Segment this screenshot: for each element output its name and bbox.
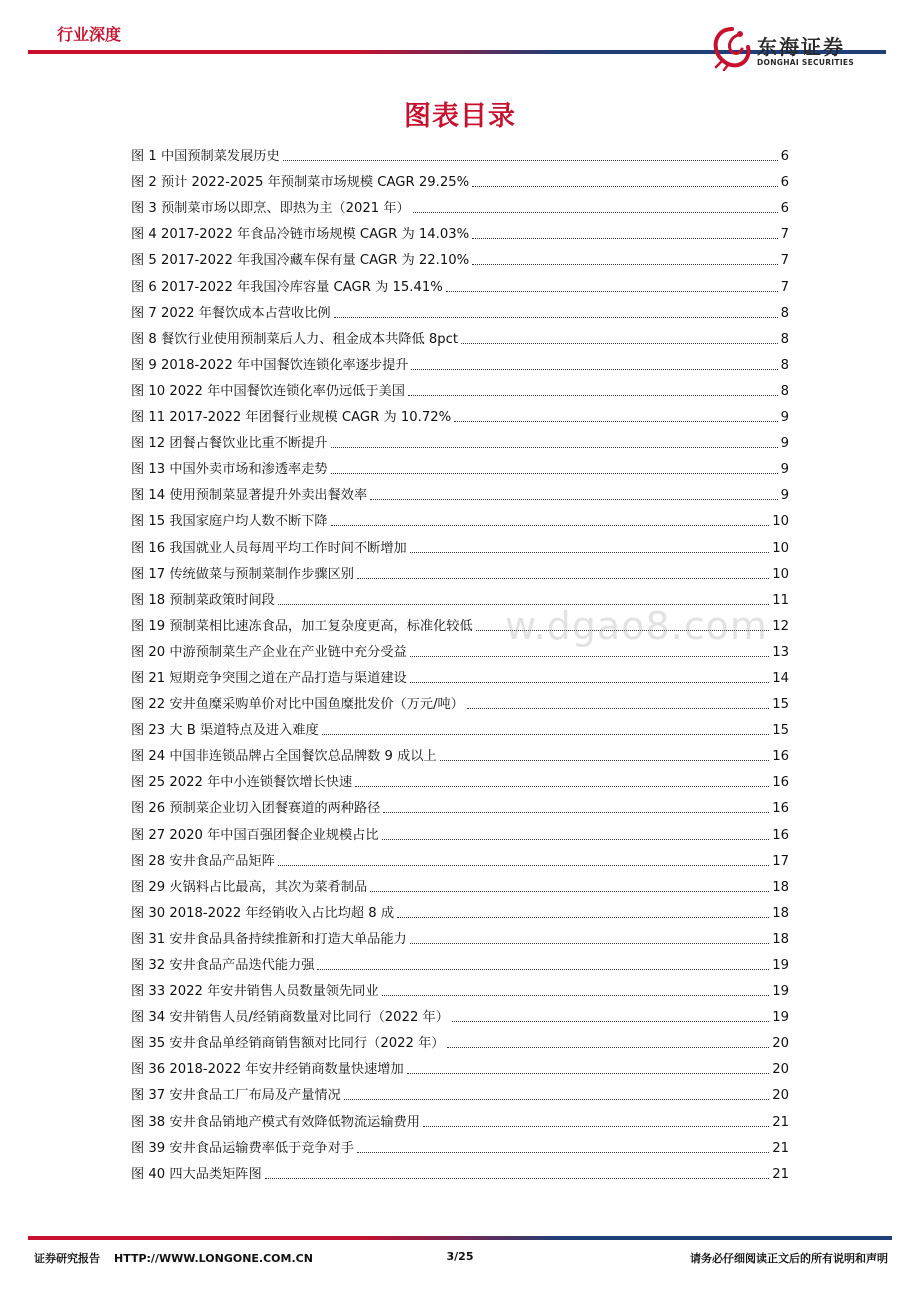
toc-entry-label: 图 33 2022 年安井销售人员数量领先同业 (131, 984, 379, 1000)
toc-dot-leader (370, 891, 769, 892)
toc-entry[interactable] (131, 558, 789, 584)
footer-doc-type: 证券研究报告 (34, 1252, 100, 1265)
toc-entry-label: 图 13 中国外卖市场和渗透率走势 (131, 462, 328, 478)
toc-entry-page: 21 (772, 1114, 789, 1130)
toc-dot-leader (472, 186, 777, 187)
toc-entry-page: 8 (780, 305, 789, 321)
toc-dot-leader (410, 656, 769, 657)
table-of-figures (131, 140, 789, 1184)
toc-entry-label: 图 11 2017-2022 年团餐行业规模 CAGR 为 10.72% (131, 410, 452, 426)
toc-dot-leader (331, 473, 778, 474)
toc-entry-page: 7 (780, 227, 789, 243)
toc-dot-leader (382, 995, 770, 996)
toc-dot-leader (472, 238, 777, 239)
toc-entry-label: 图 16 我国就业人员每周平均工作时间不断增加 (131, 540, 407, 556)
toc-entry-page: 19 (772, 984, 789, 1000)
toc-entry-label: 图 25 2022 年中小连锁餐饮增长快速 (131, 775, 353, 791)
toc-entry-page: 9 (780, 488, 789, 504)
toc-entry-label: 图 8 餐饮行业使用预制菜后人力、租金成本共降低 8pct (131, 331, 459, 347)
toc-entry-page: 6 (780, 149, 789, 165)
toc-entry-page: 19 (772, 958, 789, 973)
toc-entry-label: 图 15 我国家庭户均人数不断下降 (131, 514, 328, 530)
toc-entry-page: 8 (780, 357, 789, 373)
toc-entry[interactable] (131, 949, 789, 975)
toc-entry-page: 21 (772, 1140, 789, 1156)
toc-entry[interactable] (131, 845, 789, 871)
toc-dot-leader (397, 917, 769, 918)
toc-dot-leader (357, 578, 769, 579)
toc-dot-leader (382, 839, 770, 840)
toc-entry-page: 17 (772, 853, 789, 869)
toc-dot-leader (467, 708, 769, 709)
toc-entry-page: 12 (772, 618, 789, 634)
toc-entry[interactable] (131, 401, 789, 427)
toc-entry-label: 图 28 安井食品产品矩阵 (131, 853, 275, 869)
toc-entry-label: 图 12 团餐占餐饮业比重不断提升 (131, 436, 328, 452)
toc-dot-leader (370, 499, 777, 500)
toc-entry-page: 18 (772, 931, 789, 947)
toc-entry[interactable] (131, 871, 789, 897)
toc-entry[interactable] (131, 244, 789, 270)
footer-rule (28, 1236, 892, 1240)
toc-entry[interactable] (131, 453, 789, 479)
toc-entry[interactable] (131, 323, 789, 349)
toc-entry[interactable] (131, 975, 789, 1001)
toc-dot-leader (446, 291, 778, 292)
toc-dot-leader (440, 760, 770, 761)
toc-entry-label: 图 24 中国非连锁品牌占全国餐饮总品牌数 9 成以上 (131, 749, 437, 765)
toc-entry-page: 20 (772, 1036, 789, 1052)
toc-entry-label: 图 9 2018-2022 年中国餐饮连锁化率逐步提升 (131, 357, 409, 373)
toc-entry-label: 图 29 火锅料占比最高，其次为菜肴制品 (131, 879, 368, 895)
toc-entry-page: 20 (772, 1088, 789, 1104)
toc-entry-page: 10 (772, 566, 789, 582)
toc-entry-label: 图 10 2022 年中国餐饮连锁化率仍远低于美国 (131, 383, 405, 399)
toc-dot-leader (408, 395, 778, 396)
toc-entry[interactable] (131, 1053, 789, 1079)
footer-page-number: 3/25 (446, 1250, 474, 1263)
toc-dot-leader (410, 682, 769, 683)
toc-entry[interactable] (131, 427, 789, 453)
company-logo (710, 25, 890, 75)
toc-entry-page: 10 (772, 514, 789, 530)
toc-entry-label: 图 20 中游预制菜生产企业在产业链中充分受益 (131, 644, 407, 660)
toc-entry[interactable] (131, 1158, 789, 1184)
toc-entry[interactable] (131, 897, 789, 923)
toc-entry[interactable] (131, 818, 789, 844)
toc-entry-label: 图 32 安井食品产品迭代能力强 (131, 958, 315, 973)
toc-dot-leader (454, 421, 777, 422)
toc-entry[interactable] (131, 792, 789, 818)
toc-dot-leader (322, 734, 770, 735)
watermark: w.dgao8.com (505, 604, 768, 648)
section-label: 行业深度 (57, 25, 122, 44)
toc-entry-label: 图 35 安井食品单经销商销售额对比同行（2022 年） (131, 1036, 445, 1052)
toc-entry-page: 9 (780, 436, 789, 452)
logo-text-en: DONGHAI SECURITIES (757, 58, 855, 67)
toc-entry-label: 图 39 安井食品运输费率低于竞争对手 (131, 1140, 354, 1156)
toc-entry-page: 16 (772, 827, 789, 843)
toc-entry[interactable] (131, 1001, 789, 1027)
toc-entry-page: 19 (772, 1010, 789, 1026)
toc-entry-page: 7 (780, 253, 789, 269)
toc-entry-label: 图 30 2018-2022 年经销收入占比均超 8 成 (131, 905, 395, 921)
toc-entry[interactable] (131, 1105, 789, 1131)
toc-entry-label: 图 40 四大品类矩阵图 (131, 1166, 262, 1182)
toc-entry-page: 13 (772, 644, 789, 660)
toc-entry-label: 图 6 2017-2022 年我国冷库容量 CAGR 为 15.41% (131, 279, 443, 295)
toc-dot-leader (383, 812, 769, 813)
toc-entry-page: 16 (772, 749, 789, 765)
toc-entry[interactable] (131, 297, 789, 323)
toc-dot-leader (411, 369, 777, 370)
toc-dot-leader (331, 525, 770, 526)
toc-entry-label: 图 22 安井鱼糜采购单价对比中国鱼糜批发价（万元/吨） (131, 697, 464, 713)
toc-entry[interactable] (131, 1079, 789, 1105)
toc-entry-label: 图 4 2017-2022 年食品冷链市场规模 CAGR 为 14.03% (131, 227, 470, 243)
toc-entry-page: 9 (780, 410, 789, 426)
toc-entry[interactable] (131, 740, 789, 766)
toc-entry[interactable] (131, 166, 789, 192)
toc-entry-label: 图 7 2022 年餐饮成本占营收比例 (131, 305, 331, 321)
toc-dot-leader (452, 1021, 769, 1022)
toc-entry[interactable] (131, 140, 789, 166)
toc-entry-page: 18 (772, 905, 789, 921)
toc-dot-leader (283, 160, 778, 161)
toc-entry[interactable] (131, 349, 789, 375)
footer-disclaimer: 请务必仔细阅读正文后的所有说明和声明 (690, 1252, 888, 1265)
toc-entry[interactable] (131, 688, 789, 714)
toc-entry-label: 图 17 传统做菜与预制菜制作步骤区别 (131, 566, 354, 582)
toc-entry-page: 9 (780, 462, 789, 478)
toc-dot-leader (357, 1152, 769, 1153)
toc-entry[interactable] (131, 531, 789, 557)
toc-dot-leader (278, 865, 769, 866)
toc-entry-label: 图 3 预制菜市场以即烹、即热为主（2021 年） (131, 201, 410, 217)
toc-entry-label: 图 36 2018-2022 年安井经销商数量快速增加 (131, 1062, 404, 1078)
toc-entry-label: 图 14 使用预制菜显著提升外卖出餐效率 (131, 488, 368, 504)
toc-entry-label: 图 31 安井食品具备持续推新和打造大单品能力 (131, 931, 407, 947)
toc-entry-label: 图 21 短期竞争突围之道在产品打造与渠道建设 (131, 670, 407, 686)
toc-entry-label: 图 37 安井食品工厂布局及产量情况 (131, 1088, 341, 1104)
toc-entry-page: 18 (772, 879, 789, 895)
toc-entry-label: 图 38 安井食品销地产模式有效降低物流运输费用 (131, 1114, 420, 1130)
toc-dot-leader (265, 1178, 770, 1179)
toc-dot-leader (331, 447, 778, 448)
toc-entry[interactable] (131, 1027, 789, 1053)
toc-dot-leader (423, 1126, 769, 1127)
toc-entry-label: 图 27 2020 年中国百强团餐企业规模占比 (131, 827, 379, 843)
toc-entry-label: 图 18 预制菜政策时间段 (131, 592, 275, 608)
toc-entry[interactable] (131, 662, 789, 688)
toc-dot-leader (334, 317, 778, 318)
toc-entry-page: 8 (780, 383, 789, 399)
toc-entry-page: 16 (772, 801, 789, 817)
toc-entry[interactable] (131, 479, 789, 505)
toc-dot-leader (447, 1047, 769, 1048)
page-title: 图表目录 (404, 101, 516, 132)
toc-dot-leader (472, 264, 777, 265)
toc-entry-label: 图 1 中国预制菜发展历史 (131, 149, 280, 165)
toc-entry-label: 图 23 大 B 渠道特点及进入难度 (131, 723, 319, 739)
toc-entry-label: 图 26 预制菜企业切入团餐赛道的两种路径 (131, 801, 381, 817)
toc-entry-page: 6 (780, 175, 789, 191)
toc-entry-page: 16 (772, 775, 789, 791)
toc-entry-page: 14 (772, 670, 789, 686)
toc-entry-page: 20 (772, 1062, 789, 1078)
toc-entry-page: 6 (780, 201, 789, 217)
toc-entry[interactable] (131, 714, 789, 740)
toc-entry-label: 图 5 2017-2022 年我国冷藏车保有量 CAGR 为 22.10% (131, 253, 470, 269)
toc-entry[interactable] (131, 923, 789, 949)
toc-dot-leader (407, 1073, 770, 1074)
toc-entry-label: 图 34 安井销售人员/经销商数量对比同行（2022 年） (131, 1010, 449, 1026)
toc-entry-page: 11 (772, 592, 789, 608)
toc-entry-page: 21 (772, 1166, 789, 1182)
dragon-emblem-icon (710, 25, 754, 71)
toc-entry[interactable] (131, 375, 789, 401)
toc-entry-label: 图 19 预制菜相比速冻食品，加工复杂度更高，标准化较低 (131, 618, 473, 634)
toc-dot-leader (355, 786, 769, 787)
toc-dot-leader (317, 969, 769, 970)
toc-entry[interactable] (131, 766, 789, 792)
toc-dot-leader (413, 212, 778, 213)
toc-entry[interactable] (131, 270, 789, 296)
toc-entry-page: 15 (772, 697, 789, 713)
toc-entry-label: 图 2 预计 2022-2025 年预制菜市场规模 CAGR 29.25% (131, 175, 470, 191)
toc-dot-leader (344, 1099, 769, 1100)
logo-text-cn: 东海证券 (757, 35, 845, 59)
toc-entry[interactable] (131, 192, 789, 218)
toc-dot-leader (410, 552, 769, 553)
toc-entry[interactable] (131, 505, 789, 531)
toc-dot-leader (461, 343, 778, 344)
footer-url[interactable]: HTTP://WWW.LONGONE.COM.CN (114, 1252, 313, 1265)
toc-entry[interactable] (131, 218, 789, 244)
toc-entry[interactable] (131, 1132, 789, 1158)
toc-entry-page: 7 (780, 279, 789, 295)
toc-dot-leader (410, 943, 769, 944)
toc-entry-page: 8 (780, 331, 789, 347)
toc-entry-page: 10 (772, 540, 789, 556)
toc-entry-page: 15 (772, 723, 789, 739)
